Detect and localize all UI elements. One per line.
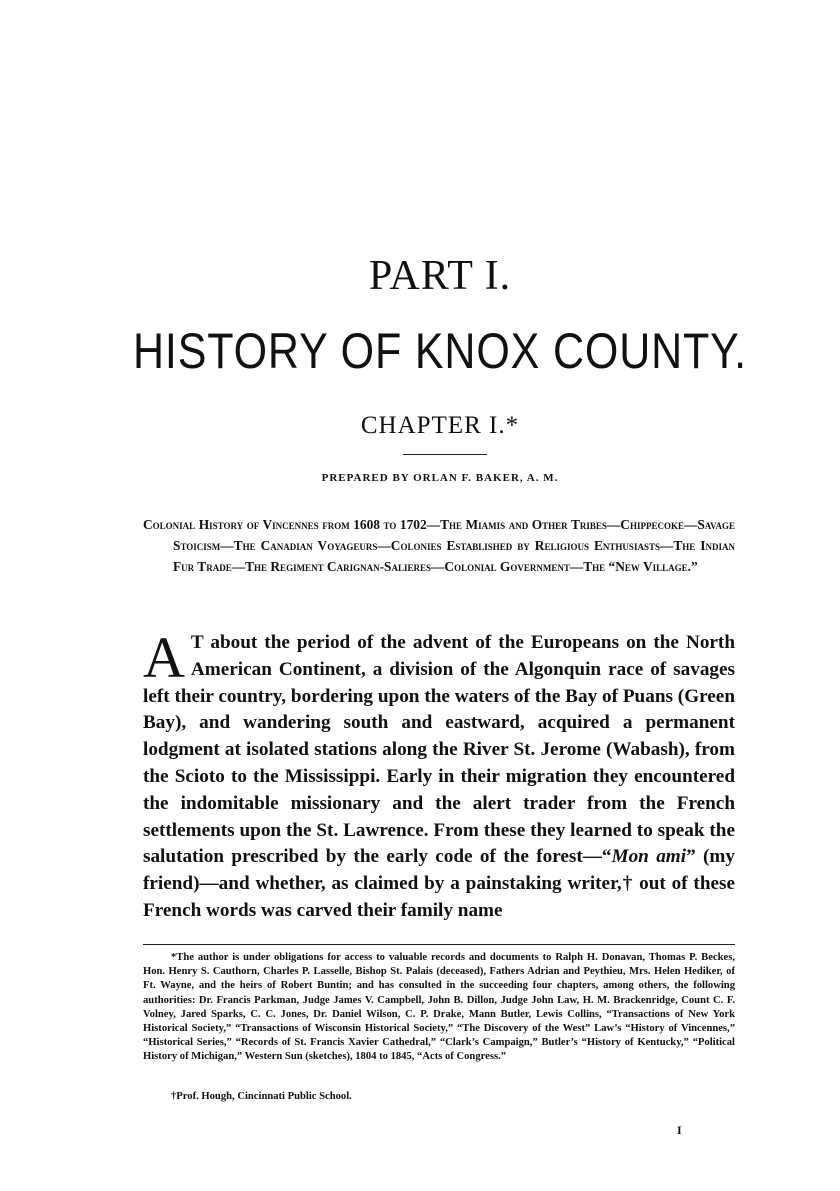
body-italic-phrase: Mon ami xyxy=(611,846,687,868)
chapter-synopsis: Colonial History of Vincennes from 1608 to 1702—The Miamis and Other Tribes—Chippecoke—Savage Stoicism—The Canadian Voyageurs—Colonies Established by Religious Enthusiasts—The Indian Fur Trade—The Regiment Carignan-Salieres—Colonial Government—The “New Village.” xyxy=(143,517,735,574)
body-paragraph xyxy=(143,625,735,925)
footnote-dagger: †Prof. Hough, Cincinnati Public School. xyxy=(171,1091,352,1102)
footnote-divider xyxy=(143,944,735,945)
body-text-part2: ” (my friend)—and whether, as claimed by a painstaking writer,† out of these French words was carved their family name xyxy=(143,846,735,921)
chapter-heading: CHAPTER I.* xyxy=(360,412,520,439)
signature-mark: I xyxy=(677,1123,682,1137)
drop-cap: A xyxy=(143,625,185,690)
chapter-divider xyxy=(403,454,487,455)
body-text-part1: T about the period of the advent of the Europeans on the North American Continent, a division of the Algonquin race of savages left their country, bordering upon the waters of the Bay of Puans (Green Bay), and wandering south and eastward, acquired a permanent lodgment at isolated stations along the River St. Jerome (Wabash), from the Scioto to the Mississippi. Early in their migration they encountered the indomitable missionary and the alert trader from the French settlements upon the St. Lawrence. From these they learned to speak the salutation prescribed by the early code of the forest—“ xyxy=(143,632,735,868)
footnote-asterisk: *The author is under obligations for access to valuable records and documents to Ralph H. Donavan, Thomas P. Beckes, Hon. Henry S. Cauthorn, Charles P. Lasselle, Bishop St. Palais (deceased), Fathers Adrian and Peythieu, Mrs. Helen Hediker, of Ft. Wayne, and the heirs of Robert Buntin; and has consulted in the succeeding four chapters, among others, the following authorities: Dr. Francis Parkman, Judge James V. Campbell, John B. Dillon, Judge John Law, H. M. Brackenridge, Count C. F. Volney, Jared Sparks, C. C. Jones, Dr. Daniel Wilson, C. P. Drake, Mann Butler, Lewis Collins, “Transactions of New York Historical Society,” “Transactions of Wisconsin Historical Society,” “The Discovery of the West” Law’s “History of Vincennes,” “Historical Series,” “Records of St. Francis Xavier Cathedral,” “Clark’s Campaign,” Butler’s “History of Kentucky,” “Political History of Michigan,” Western Sun (sketches), 1804 to 1845, “Acts of Congress.” xyxy=(143,952,735,1063)
author-byline: PREPARED BY ORLAN F. BAKER, A. M. xyxy=(321,472,559,484)
part-heading: PART I. xyxy=(368,253,512,299)
book-title: HISTORY OF KNOX COUNTY. xyxy=(133,323,747,379)
